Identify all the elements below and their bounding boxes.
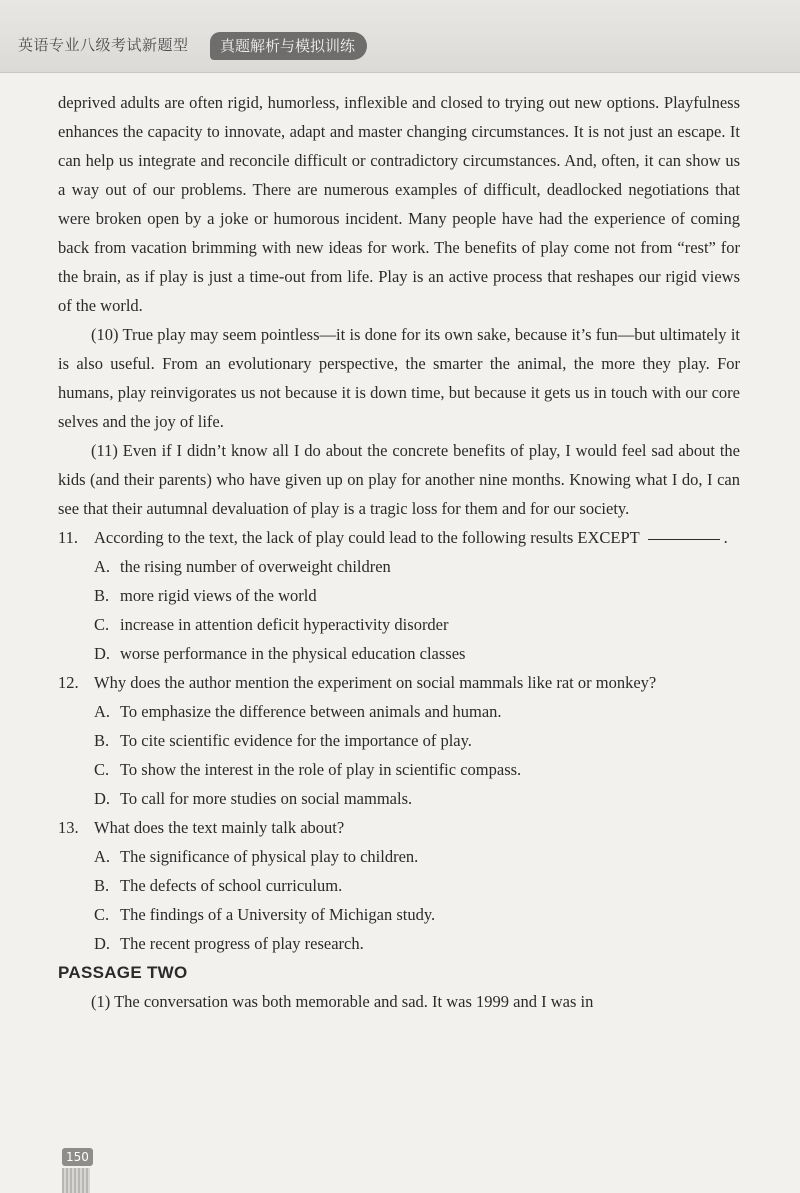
answer-blank xyxy=(648,538,720,540)
option-c: C. The findings of a University of Michigan study. xyxy=(94,905,436,924)
page-number: 150 xyxy=(62,1148,93,1166)
question-number: 13. xyxy=(58,818,79,837)
page-header xyxy=(0,0,800,73)
option-b: B. The defects of school curriculum. xyxy=(94,876,343,895)
option-b: B. To cite scientific evidence for the importance of play. xyxy=(94,731,472,750)
paragraph-11: (11) Even if I didn’t know all I do about the concrete benefits of play, I would feel sad about the kids (and their parents) who have given up on play for another nine months. Knowing what I do, I can see that their autumnal devaluation of play is a tragic loss for them and for our society. xyxy=(58,441,740,518)
option-b: B. more rigid views of the world xyxy=(94,586,317,605)
question-number: 11. xyxy=(58,528,79,547)
passage-two-paragraph-1: (1) The conversation was both memorable and sad. It was 1999 and I was in xyxy=(91,992,594,1011)
option-a: A. The significance of physical play to children. xyxy=(94,847,419,866)
option-a: A. To emphasize the difference between animals and human. xyxy=(94,702,502,721)
page-content xyxy=(58,88,740,1016)
option-c: C. increase in attention deficit hyperactivity disorder xyxy=(94,615,449,634)
option-d: D. worse performance in the physical education classes xyxy=(94,644,466,663)
book-title: 英语专业八级考试新题型 xyxy=(18,36,189,54)
passage-two-title: PASSAGE TWO xyxy=(58,963,188,982)
option-d: D. To call for more studies on social mammals. xyxy=(94,789,413,808)
question-stem: According to the text, the lack of play could lead to the following results EXCEPT xyxy=(94,528,640,547)
option-c: C. To show the interest in the role of play in scientific compass. xyxy=(94,760,522,779)
question-13 xyxy=(58,813,740,958)
question-stem: Why does the author mention the experiment on social mammals like rat or monkey? xyxy=(94,673,657,692)
question-11 xyxy=(58,523,740,668)
paragraph-10: (10) True play may seem pointless—it is done for its own sake, because it’s fun—but ultimately it is also useful. From an evolutionary perspective, the smarter the animal, the more they play. For humans, play reinvigorates us not because it is down time, but because it gets us in touch with our core selves and the joy of life. xyxy=(58,325,740,431)
question-12 xyxy=(58,668,740,813)
question-stem: What does the text mainly talk about? xyxy=(94,818,345,837)
question-number: 12. xyxy=(58,673,79,692)
question-stem-end: . xyxy=(723,528,728,547)
option-d: D. The recent progress of play research. xyxy=(94,934,364,953)
paragraph-continued: deprived adults are often rigid, humorless, inflexible and closed to trying out new options. Playfulness enhances the capacity to innovate, adapt and master changing circumstances. It is not just an escape. It can help us integrate and reconcile difficult or contradictory circumstances. And, often, it can show us a way out of our problems. There are numerous examples of difficult, deadlocked negotiations that were broken open by a joke or humorous incident. Many people have had the experience of coming back from vacation brimming with new ideas for work. The benefits of play come not from “rest” for the brain, as if play is just a time-out from life. Play is an active process that reshapes our rigid views of the world. xyxy=(58,93,740,315)
option-a: A. the rising number of overweight children xyxy=(94,557,391,576)
section-badge: 真题解析与模拟训练 xyxy=(210,32,367,60)
page-edge-strip xyxy=(62,1168,90,1193)
